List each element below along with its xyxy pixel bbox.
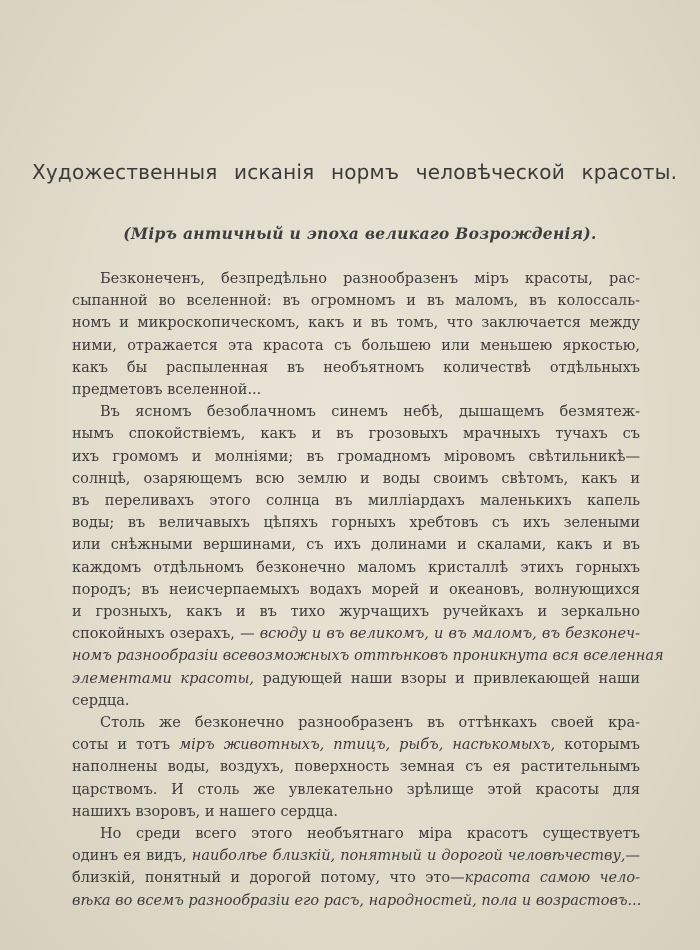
italic-text-span: элементами красоты,: [72, 670, 255, 687]
text-line: [72, 401, 640, 423]
text-span: близкій, понятный и дорогой потому, что это—: [72, 870, 465, 887]
text-line: [72, 379, 640, 401]
text-span: сыпанной во вселенной: въ огромномъ и въ маломъ, въ колоссаль-: [72, 293, 640, 310]
text-line: [72, 867, 640, 889]
text-span: наполнены воды, воздухъ, поверхность земная съ ея растительнымъ: [72, 759, 640, 776]
chapter-title: Художественныя исканія нормъ человѣческой красоты.: [32, 160, 678, 184]
text-span: Столь же безконечно разнообразенъ въ оттѣнкахъ своей кра-: [100, 715, 640, 732]
text-line: [72, 579, 640, 601]
text-line: [72, 756, 640, 778]
text-line: [72, 601, 640, 623]
text-span: породъ; въ неисчерпаемыхъ водахъ морей и океановъ, волнующихся: [72, 581, 640, 598]
text-span: Безконеченъ, безпредѣльно разнообразенъ міръ красоты, рас-: [100, 271, 640, 287]
text-span: номъ и микроскопическомъ, какъ и въ томъ, что заключается между: [72, 315, 640, 332]
text-span: въ переливахъ этого солнца въ милліардахъ маленькихъ капель: [72, 493, 640, 510]
text-span: ихъ громомъ и молніями; въ громадномъ міровомъ свѣтильникѣ—: [72, 448, 640, 465]
text-line: [72, 734, 640, 756]
text-line: [72, 446, 640, 468]
text-span: солнцѣ, озаряющемъ всю землю и воды своимъ свѣтомъ, какъ и: [72, 470, 640, 487]
text-line: [72, 645, 664, 667]
text-span: нымъ спокойствіемъ, какъ и въ грозовыхъ мрачныхъ тучахъ съ: [72, 426, 640, 443]
text-line: [72, 423, 640, 445]
text-span: предметовъ вселенной...: [72, 382, 262, 399]
text-line: [72, 690, 640, 712]
text-span: соты и тотъ: [72, 737, 180, 754]
text-span: одинъ ея видъ,: [72, 848, 192, 865]
text-line: [72, 312, 640, 334]
text-line: [72, 468, 640, 490]
text-line: [72, 823, 640, 845]
text-span: —: [625, 848, 641, 865]
chapter-subtitle: (Міръ античный и эпоха великаго Возрожденія).: [123, 224, 597, 243]
italic-text-span: — всюду и въ великомъ, и въ маломъ, въ безконеч-: [234, 626, 640, 643]
text-span: радующей наши взоры и привлекающей наши: [254, 670, 640, 687]
text-line: [72, 335, 640, 357]
text-span: сердца.: [72, 692, 130, 709]
text-span: какъ бы распыленная въ необъятномъ количествѣ отдѣльныхъ: [72, 359, 640, 376]
text-line: [72, 779, 640, 801]
text-line: [72, 801, 640, 823]
text-line: [72, 668, 640, 690]
italic-text-span: вѣка во всемъ разнообразіи его расъ, народностей, пола и возрастовъ...: [72, 892, 642, 909]
text-line: [72, 290, 640, 312]
text-span: которымъ: [555, 737, 641, 754]
text-line: [72, 557, 640, 579]
text-span: ними, отражается эта красота съ большею или меньшею яркостью,: [72, 337, 640, 354]
text-span: царствомъ. И столь же увлекательно зрѣлище этой красоты для: [72, 781, 640, 798]
text-span: воды; въ величавыхъ цѣпяхъ горныхъ хребтовъ съ ихъ зелеными: [72, 515, 640, 532]
text-line: [72, 712, 640, 734]
text-span: или снѣжными вершинами, съ ихъ долинами и скалами, какъ и въ: [72, 537, 640, 554]
text-span: нашихъ взоровъ, и нашего сердца.: [72, 803, 338, 820]
text-span: Въ ясномъ безоблачномъ синемъ небѣ, дышащемъ безмятеж-: [100, 404, 640, 421]
text-line: [72, 268, 640, 290]
italic-text-span: номъ разнообразіи всевозможныхъ оттѣнковъ проникнута вся вселенная: [72, 648, 664, 665]
italic-text-span: красота самою чело-: [464, 870, 640, 887]
text-span: и грозныхъ, какъ и въ тихо журчащихъ ручейкахъ и зеркально: [72, 604, 640, 621]
text-line: [72, 534, 640, 556]
text-line: [72, 512, 640, 534]
italic-text-span: міръ животныхъ, птицъ, рыбъ, насѣкомыхъ,: [179, 737, 556, 754]
text-span: спокойныхъ озерахъ,: [72, 626, 235, 643]
text-line: [72, 623, 640, 645]
text-span: каждомъ отдѣльномъ безконечно маломъ кристаллѣ этихъ горныхъ: [72, 559, 640, 576]
text-line: [72, 357, 640, 379]
text-span: Но среди всего этого необъятнаго міра красотъ существуетъ: [100, 826, 640, 843]
text-line: [72, 890, 640, 912]
text-line: [72, 490, 640, 512]
italic-text-span: наиболѣе близкій, понятный и дорогой человѣчеству,: [191, 848, 626, 865]
body-text: [72, 268, 664, 912]
text-line: [72, 845, 640, 867]
